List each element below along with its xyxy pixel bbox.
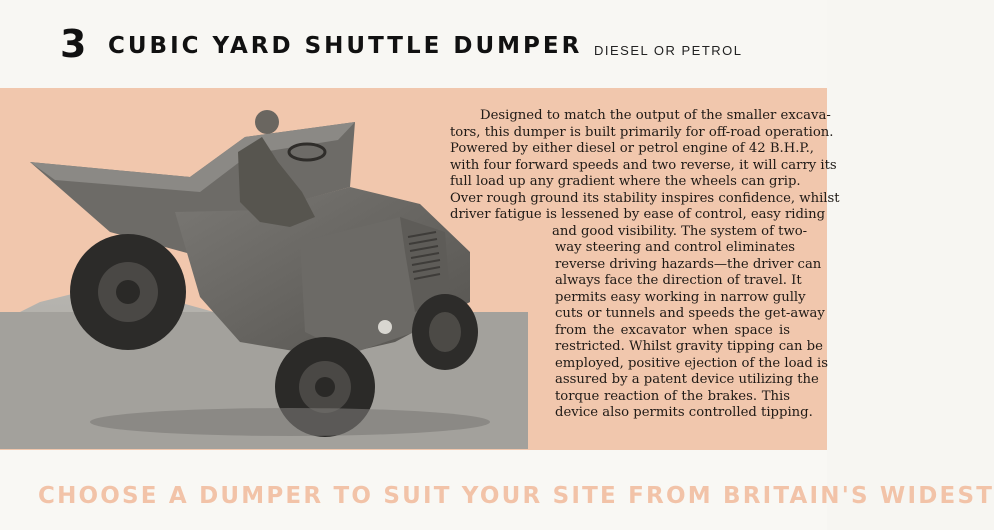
description-line: torque reaction of the brakes. This bbox=[555, 388, 790, 404]
description-line: and good visibility. The system of two- bbox=[552, 223, 808, 239]
description-line: device also permits controlled tipping. bbox=[555, 405, 813, 420]
description-line: driver fatigue is lessened by ease of control, easy riding bbox=[450, 207, 826, 222]
description-line: restricted. Whilst gravity tipping can be bbox=[555, 339, 823, 354]
description-line: Powered by either diesel or petrol engine of 42 B.H.P., bbox=[450, 141, 814, 156]
description-line: way steering and control eliminates bbox=[555, 240, 796, 255]
dumper-illustration bbox=[0, 92, 528, 449]
description-line: full load up any gradient where the wheels can grip. bbox=[450, 174, 801, 189]
dumper-photo bbox=[0, 92, 528, 449]
description-line: employed, positive ejection of the load is bbox=[555, 355, 828, 371]
page-subtitle: DIESEL OR PETROL bbox=[594, 43, 743, 58]
description-line: Designed to match the output of the smaller excava- bbox=[480, 108, 831, 123]
footer-banner-text: CHOOSE A DUMPER TO SUIT YOUR SITE FROM BRITAIN'S WIDEST bbox=[38, 483, 994, 509]
section-number: 3 bbox=[60, 22, 87, 66]
description-line: Over rough ground its stability inspires confidence, whilst bbox=[450, 190, 840, 206]
description-line: from the excavator when space is bbox=[555, 322, 790, 338]
description-text bbox=[450, 108, 840, 422]
page-title: CUBIC YARD SHUTTLE DUMPER bbox=[108, 33, 583, 59]
description-line: always face the direction of travel. It bbox=[555, 273, 802, 288]
description-line: reverse driving hazards—the driver can bbox=[555, 256, 822, 272]
page-header bbox=[0, 0, 827, 88]
description-line: cuts or tunnels and speeds the get-away bbox=[555, 306, 825, 321]
description-line: assured by a patent device utilizing the bbox=[555, 372, 819, 387]
description-line: permits easy working in narrow gully bbox=[555, 289, 806, 305]
description-line: with four forward speeds and two reverse, it will carry its bbox=[450, 157, 837, 173]
description-line: tors, this dumper is built primarily for off-road operation. bbox=[450, 124, 834, 140]
